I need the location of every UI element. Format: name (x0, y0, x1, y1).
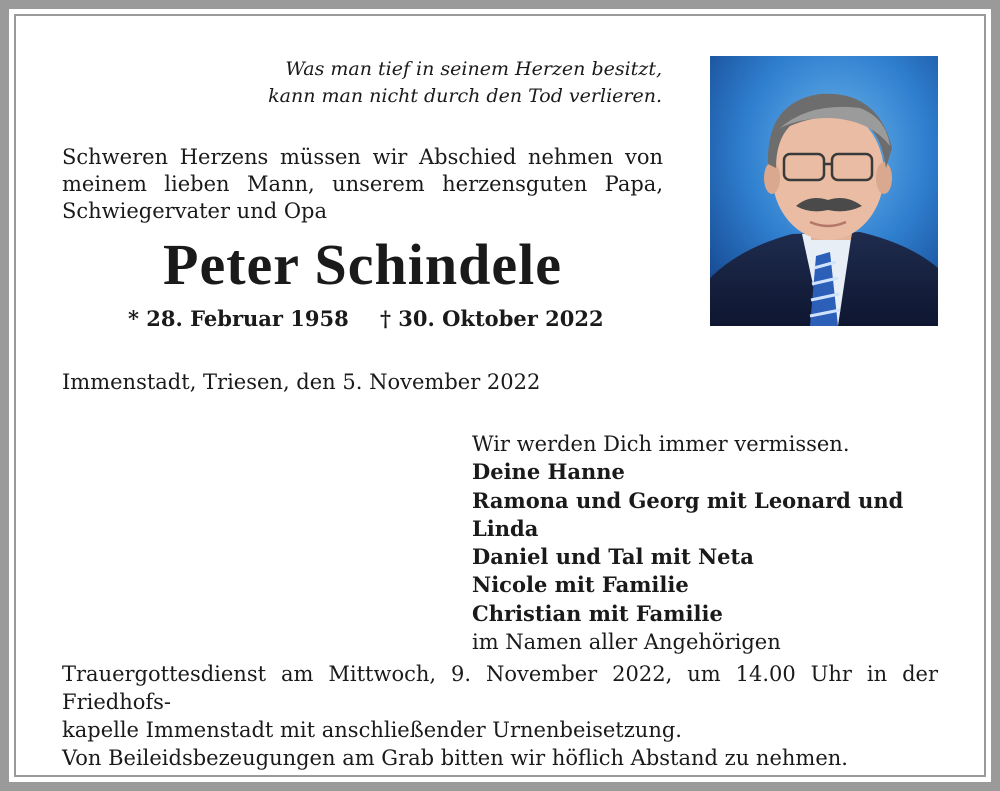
service-line: Von Beileidsbezeugungen am Grab bitten wir höflich Abstand zu nehmen. (62, 746, 848, 770)
family-member: Ramona und Georg mit Leonard und Linda (472, 487, 904, 541)
family-opening: Wir werden Dich immer vermissen. (472, 432, 850, 456)
family-signature (472, 430, 952, 656)
service-line: Trauergottesdienst am Mittwoch, 9. November 2022, um 14.00 Uhr in der Friedhofs- (62, 662, 938, 714)
family-member: Daniel und Tal mit Neta (472, 544, 754, 570)
deceased-name: Peter Schindele (163, 232, 562, 297)
place-and-date: Immenstadt, Triesen, den 5. November 2022 (62, 370, 541, 394)
motto-quote (240, 56, 662, 110)
intro-line: Schweren Herzens müssen wir Abschied nehmen von (62, 145, 663, 169)
intro-line: Schwiegervater und Opa (62, 199, 328, 223)
family-member: Nicole mit Familie (472, 572, 689, 598)
family-member: Christian mit Familie (472, 600, 723, 626)
family-member: Deine Hanne (472, 459, 625, 485)
death-date: † 30. Oktober 2022 (380, 306, 604, 331)
intro-text (62, 144, 663, 225)
service-notice (62, 660, 938, 772)
family-closing: im Namen aller Angehörigen (472, 630, 781, 655)
portrait-photo (710, 56, 938, 326)
birth-date: * 28. Februar 1958 (128, 306, 349, 331)
motto-line: kann man nicht durch den Tod verlieren. (268, 85, 662, 107)
intro-line: meinem lieben Mann, unserem herzensguten Papa, (62, 172, 663, 196)
motto-line: Was man tief in seinem Herzen besitzt, (285, 58, 662, 80)
service-line: kapelle Immenstadt mit anschließender Urnenbeisetzung. (62, 718, 682, 742)
